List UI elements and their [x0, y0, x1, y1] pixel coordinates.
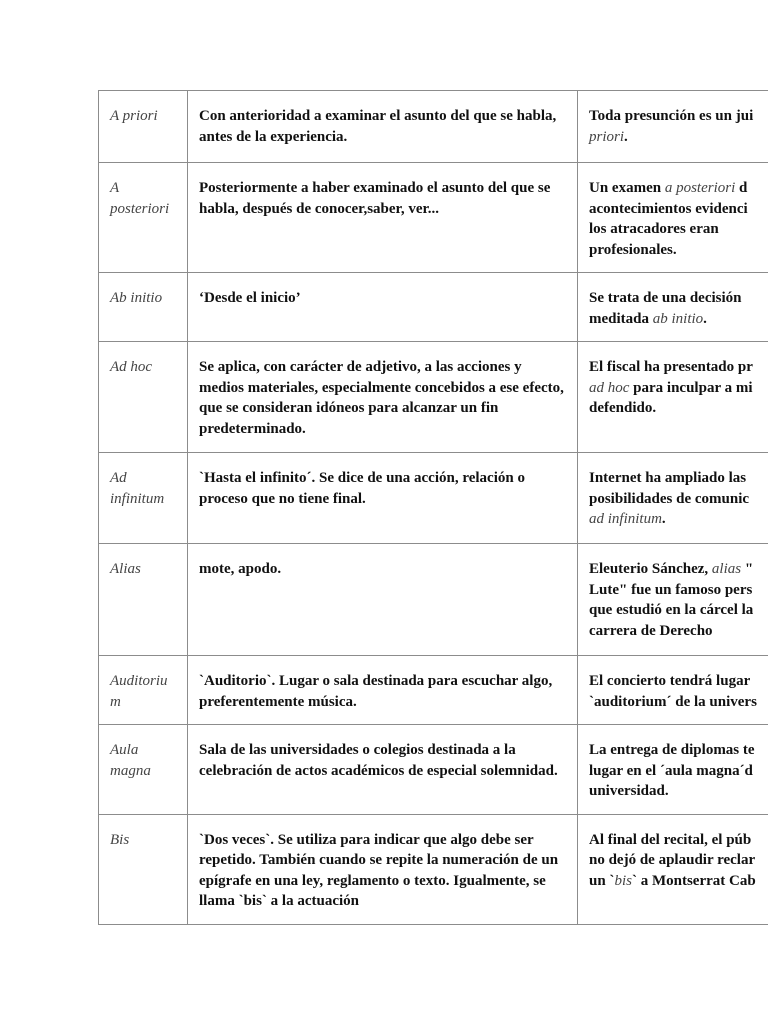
example-text: defendido. [589, 400, 657, 416]
example-text: que estudió en la cárcel la [589, 602, 754, 618]
table-row [99, 814, 768, 924]
definition-cell: Posteriormente a haber examinado el asunto del que se habla, después de conocer,saber, ver... [188, 163, 578, 273]
definition-cell: ‘Desde el inicio’ [188, 273, 578, 342]
example-text: Se trata de una decisión [589, 290, 742, 306]
definition-cell: `Hasta el infinito´. Se dice de una acción, relación o proceso que no tiene final. [188, 453, 578, 544]
example-text: Lute" fue un famoso pers [589, 581, 753, 598]
example-italic-text: bis [614, 872, 632, 889]
term-cell: Ad infinitum [99, 453, 188, 544]
example-cell [578, 656, 768, 725]
example-text: La entrega de diplomas te [589, 742, 755, 758]
example-text: ` a Montserrat Cab [631, 872, 756, 889]
example-text: meditada [589, 310, 653, 327]
term-cell: Alias [99, 544, 188, 656]
example-text: El fiscal ha presentado pr [589, 359, 753, 375]
term-cell: Aula magna [99, 725, 188, 815]
example-text: lugar en el ´aula magna´d [589, 762, 753, 779]
example-text: universidad. [589, 783, 669, 799]
example-text: . [703, 310, 707, 327]
table-row [99, 273, 768, 342]
example-text: Toda presunción es un jui [589, 108, 754, 124]
example-cell [578, 91, 768, 163]
example-text: `auditorium´ de la univers [589, 693, 757, 710]
table-row [99, 453, 768, 544]
latin-expressions-table [98, 90, 768, 925]
example-text: acontecimientos evidenci [589, 200, 748, 217]
example-text: Al final del recital, el púb [589, 831, 752, 848]
definition-cell: Con anterioridad a examinar el asunto del que se habla, antes de la experiencia. [188, 91, 578, 163]
example-text: profesionales. [589, 241, 677, 258]
example-text: no dejó de aplaudir reclar [589, 852, 756, 868]
example-italic-text: priori [589, 128, 625, 145]
table-row [99, 725, 768, 815]
example-text: carrera de Derecho [589, 622, 713, 639]
example-cell [578, 342, 768, 453]
definition-cell: `Auditorio`. Lugar o sala destinada para escuchar algo, preferentemente música. [188, 656, 578, 725]
term-cell: A posteriori [99, 163, 188, 273]
example-text: Eleuterio Sánchez, [589, 561, 712, 577]
example-cell [578, 163, 768, 273]
definition-cell: mote, apodo. [188, 544, 578, 656]
definition-cell: Se aplica, con carácter de adjetivo, a las acciones y medios materiales, especialmente concebidos a ese efecto, que se consideran idóneos para alcanzar un fin predeterminado. [188, 342, 578, 453]
term-cell: Ab initio [99, 273, 188, 342]
example-cell [578, 544, 768, 656]
definition-cell: Sala de las universidades o colegios destinada a la celebración de actos académicos de especial solemnidad. [188, 725, 578, 815]
example-italic-text: ad infinitum [589, 511, 662, 527]
term-cell: Auditorium [99, 656, 188, 725]
definition-cell: `Dos veces`. Se utiliza para indicar que algo debe ser repetido. También cuando se repite la numeración de un epígrafe en una ley, reglamento o texto. Igualmente, se llama `bis` a la actuación [188, 814, 578, 924]
example-text: Internet ha ampliado las [589, 470, 747, 486]
example-text: Un examen [589, 180, 665, 196]
example-cell [578, 453, 768, 544]
table-row [99, 544, 768, 656]
example-italic-text: a posteriori [664, 180, 736, 196]
example-cell [578, 273, 768, 342]
example-text: " [741, 561, 754, 577]
example-italic-text: alias [711, 561, 742, 577]
example-text: un ` [589, 872, 615, 889]
term-cell: Bis [99, 814, 188, 924]
example-text: . [624, 128, 628, 145]
example-cell [578, 814, 768, 924]
example-text: para inculpar a mi [629, 379, 753, 396]
example-text: . [661, 511, 666, 527]
table-row [99, 91, 768, 163]
example-italic-text: ab initio [652, 310, 704, 327]
table-row [99, 656, 768, 725]
example-text: los atracadores eran [589, 221, 719, 237]
table-row [99, 342, 768, 453]
example-cell [578, 725, 768, 815]
term-cell: A priori [99, 91, 188, 163]
example-italic-text: ad hoc [589, 379, 630, 396]
term-cell: Ad hoc [99, 342, 188, 453]
example-text: El concierto tendrá lugar [589, 673, 751, 689]
table-row [99, 163, 768, 273]
example-text: posibilidades de comunic [589, 490, 750, 507]
example-text: d [735, 180, 748, 196]
